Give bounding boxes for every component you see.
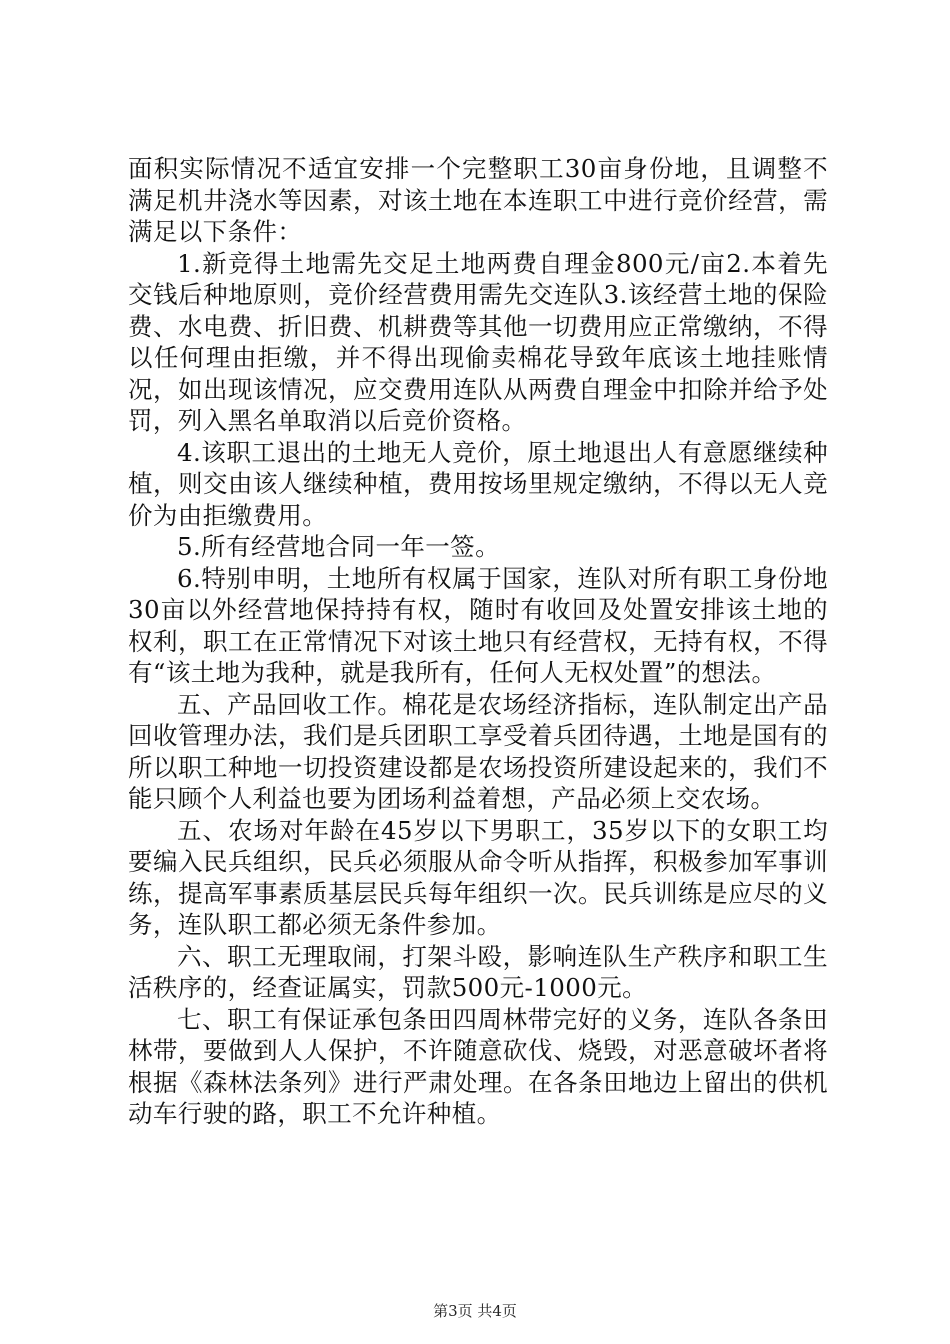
paragraph-section-product-recovery: 五、产品回收工作。棉花是农场经济指标，连队制定出产品回收管理办法，我们是兵团职工享受着兵团待遇，土地是国有的所以职工种地一切投资建设都是农场投资所建设起来的，我们不能只顾个人利益也要为团场利益着想，产品必须上交农场。 xyxy=(128,689,828,813)
paragraph-item-5: 5.所有经营地合同一年一签。 xyxy=(177,532,500,561)
paragraph-section-militia: 五、农场对年龄在45岁以下男职工，35岁以下的女职工均要编入民兵组织，民兵必须服从命令听从指挥，积极参加军事训练，提高军事素质基层民兵每年组织一次。民兵训练是应尽的义务，连队职工都必须无条件参加。 xyxy=(128,815,828,939)
paragraph-continuation: 面积实际情况不适宜安排一个完整职工30亩身份地，且调整不满足机井浇水等因素，对该土地在本连职工中进行竞价经营，需满足以下条件： xyxy=(128,154,828,246)
paragraph-section-discipline: 六、职工无理取闹，打架斗殴，影响连队生产秩序和职工生活秩序的，经查证属实，罚款500元-1000元。 xyxy=(128,941,828,1002)
page-number-footer: 第3页 共4页 xyxy=(433,1302,517,1320)
paragraph-item-6: 6.特别申明，土地所有权属于国家，连队对所有职工身份地30亩以外经营地保持持有权，随时有收回及处置安排该土地的权利，职工在正常情况下对该土地只有经营权，无持有权，不得有“该土地为我种，就是我所有，任何人无权处置”的想法。 xyxy=(128,563,828,687)
document-body xyxy=(128,153,828,1130)
paragraph-item-1-3: 1.新竞得土地需先交足土地两费自理金800元/亩2.本着先交钱后种地原则，竞价经营费用需先交连队3.该经营土地的保险费、水电费、折旧费、机耕费等其他一切费用应正常缴纳，不得以任何理由拒缴，并不得出现偷卖棉花导致年底该土地挂账情况，如出现该情况，应交费用连队从两费自理金中扣除并给予处罚，列入黑名单取消以后竞价资格。 xyxy=(128,248,828,435)
paragraph-item-4: 4.该职工退出的土地无人竞价，原土地退出人有意愿继续种植，则交由该人继续种植，费用按场里规定缴纳，不得以无人竞价为由拒缴费用。 xyxy=(128,437,828,530)
paragraph-section-forest-belt: 七、职工有保证承包条田四周林带完好的义务，连队各条田林带，要做到人人保护，不许随意砍伐、烧毁，对恶意破坏者将根据《森林法条列》进行严肃处理。在各条田地边上留出的供机动车行驶的路，职工不允许种植。 xyxy=(128,1004,828,1128)
